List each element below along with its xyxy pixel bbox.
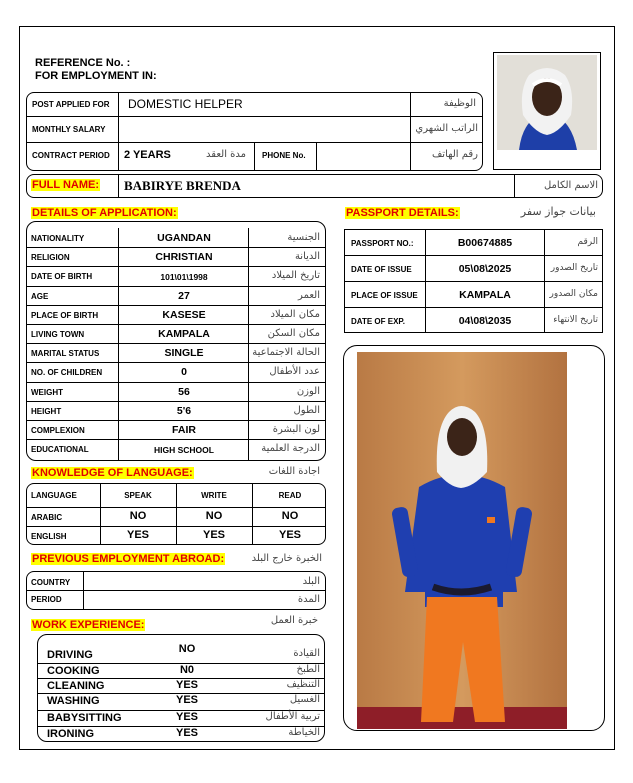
application-row-value: HIGH SCHOOL	[154, 445, 214, 456]
experience-row-ar: تربية الأطفال	[265, 711, 320, 722]
application-title: DETAILS OF APPLICATION:	[32, 207, 177, 219]
monthly-salary-label: MONTHLY SALARY	[32, 125, 106, 134]
language-title: KNOWLEDGE OF LANGUAGE:	[32, 467, 193, 479]
divider	[544, 229, 545, 333]
application-row-ar: عدد الأطفال	[269, 366, 320, 378]
application-row-label: HEIGHT	[31, 406, 62, 416]
language-header: SPEAK	[124, 491, 152, 500]
phone-label: PHONE No.	[262, 151, 306, 160]
divider	[100, 483, 101, 545]
passport-row-label: DATE OF ISSUE	[351, 265, 412, 274]
divider	[254, 142, 255, 171]
application-row-value: 56	[178, 385, 190, 398]
language-header: READ	[278, 491, 302, 500]
experience-row-label: DRIVING	[47, 649, 93, 661]
application-row-label: RELIGION	[31, 253, 70, 263]
row-divider	[26, 343, 326, 344]
passport-row-ar: تاريخ الانتهاء	[553, 315, 598, 325]
experience-row-value: N0	[179, 664, 195, 676]
passport-row-label: PASSPORT NO.:	[351, 239, 414, 248]
row-divider	[344, 307, 603, 308]
row-divider	[26, 439, 326, 440]
post-applied-ar: الوظيفة	[443, 98, 476, 109]
full-name-ar: الاسم الكامل	[543, 180, 598, 191]
application-row-ar: الوزن	[296, 385, 320, 397]
language-level: YES	[278, 529, 301, 541]
application-row-ar: لون البشرة	[272, 424, 320, 435]
passport-photo	[497, 55, 597, 150]
passport-row-ar: مكان الصدور	[549, 289, 598, 299]
passport-row-value: B00674885	[457, 237, 513, 249]
application-row-ar: العمر	[298, 289, 320, 301]
application-row-label: LIVING TOWN	[31, 330, 85, 339]
full-name-value: BABIRYE BRENDA	[124, 178, 241, 193]
experience-row-label: COOKING	[47, 665, 100, 677]
application-row-label: MARITAL STATUS	[31, 349, 100, 359]
contract-period-label: CONTRACT PERIOD	[32, 151, 110, 160]
divider	[248, 228, 249, 461]
language-name: ENGLISH	[31, 532, 67, 541]
contract-period-value: 2 YEARS	[124, 149, 171, 161]
row-divider	[26, 382, 326, 383]
experience-row-value: YES	[175, 694, 198, 706]
divider	[83, 571, 84, 610]
monthly-salary-ar: الراتب الشهري	[415, 123, 478, 134]
row-divider	[26, 420, 326, 421]
application-row-value: 5'6	[176, 404, 192, 417]
passport-row-ar: تاريخ الصدور	[550, 263, 598, 273]
experience-title-ar: خبرة العمل	[270, 615, 318, 626]
application-row-value: 27	[178, 289, 190, 302]
experience-row-label: BABYSITTING	[47, 712, 122, 724]
phone-ar: رقم الهاتف	[431, 149, 478, 160]
application-row-value: FAIR	[172, 424, 196, 436]
application-row-value: CHRISTIAN	[155, 251, 213, 264]
language-level: NO	[281, 510, 299, 522]
application-row-label: EDUCATIONAL	[31, 445, 89, 455]
language-level: NO	[129, 510, 147, 522]
application-row-label: AGE	[31, 291, 49, 301]
divider	[118, 92, 119, 171]
application-row-ar: تاريخ الميلاد	[271, 270, 320, 282]
application-row-label: WEIGHT	[31, 387, 63, 397]
passport-row-ar: الرقم	[577, 237, 598, 247]
passport-row-value: KAMPALA	[459, 289, 511, 301]
period-label: PERIOD	[31, 595, 62, 604]
application-row-ar: الديانة	[294, 251, 320, 263]
divider	[26, 116, 483, 117]
language-level: YES	[202, 529, 225, 541]
experience-row-label: CLEANING	[47, 680, 105, 692]
language-name: ARABIC	[31, 513, 63, 522]
language-header: LANGUAGE	[31, 491, 77, 500]
application-row-value: UGANDAN	[157, 232, 211, 244]
application-row-value: 101\01\1998	[160, 272, 208, 283]
row-divider	[26, 362, 326, 363]
application-row-label: NATIONALITY	[31, 234, 85, 243]
language-header: WRITE	[201, 491, 227, 500]
passport-row-label: PLACE OF ISSUE	[351, 291, 418, 300]
experience-row-ar: الطبخ	[296, 664, 320, 675]
reference-label: REFERENCE No. :	[35, 57, 131, 69]
application-row-ar: مكان الميلاد	[270, 308, 320, 320]
experience-row-ar: الغسيل	[289, 694, 320, 705]
language-level: YES	[126, 529, 149, 541]
row-divider	[26, 266, 326, 267]
full-name-label: FULL NAME:	[32, 179, 100, 191]
post-applied-label: POST APPLIED FOR	[32, 100, 110, 109]
row-divider	[26, 305, 326, 306]
divider	[252, 483, 253, 545]
divider	[118, 174, 119, 198]
row-divider	[344, 281, 603, 282]
post-applied-value: DOMESTIC HELPER	[128, 97, 243, 111]
passport-row-value: 04\08\2035	[458, 315, 512, 327]
experience-row-value: YES	[175, 711, 198, 723]
divider	[514, 174, 515, 198]
employment-label: FOR EMPLOYMENT IN:	[35, 70, 157, 82]
application-row-label: NO. OF CHILDREN	[31, 368, 103, 378]
application-row-ar: الطول	[293, 404, 320, 416]
row-divider	[26, 247, 326, 248]
language-title-ar: اجادة اللغات	[268, 466, 320, 477]
passport-row-value: 05\08\2025	[458, 263, 512, 275]
experience-row-label: WASHING	[47, 695, 100, 707]
experience-row-ar: القيادة	[293, 648, 320, 659]
experience-row-ar: التنظيف	[286, 679, 320, 690]
experience-row-value: NO	[178, 643, 196, 655]
row-divider	[26, 324, 326, 325]
application-row-value: SINGLE	[164, 347, 204, 360]
row-divider	[26, 401, 326, 402]
row-divider	[344, 255, 603, 256]
previous-title-ar: الخبرة خارج البلد	[251, 553, 322, 564]
row-divider	[26, 286, 326, 287]
full-body-photo	[357, 352, 567, 729]
application-row-ar: الجنسية	[287, 232, 320, 243]
divider	[316, 142, 317, 171]
divider	[176, 483, 177, 545]
divider	[410, 92, 411, 171]
country-ar: البلد	[302, 576, 320, 587]
application-row-label: DATE OF BIRTH	[31, 272, 93, 282]
application-row-value: KASESE	[162, 308, 206, 321]
application-row-label: COMPLEXION	[31, 426, 85, 435]
contract-period-ar: مدة العقد	[206, 149, 246, 160]
experience-row-value: YES	[175, 727, 198, 739]
period-ar: المدة	[297, 594, 320, 605]
previous-title: PREVIOUS EMPLOYMENT ABROAD:	[32, 553, 225, 565]
application-row-ar: الحالة الاجتماعية	[252, 347, 320, 359]
passport-title: PASSPORT DETAILS:	[346, 207, 459, 219]
divider	[425, 229, 426, 333]
experience-row-ar: الخياطة	[288, 727, 320, 738]
experience-row-value: YES	[175, 679, 198, 691]
language-level: NO	[205, 510, 223, 522]
experience-row-label: IRONING	[47, 728, 95, 740]
application-row-ar: مكان السكن	[267, 328, 320, 339]
passport-row-label: DATE OF EXP.	[351, 317, 405, 326]
passport-title-ar: بيانات جواز سفر	[520, 205, 596, 218]
experience-title: WORK EXPERIENCE:	[32, 619, 145, 631]
application-row-value: KAMPALA	[158, 328, 210, 340]
application-row-value: 0	[181, 366, 187, 379]
country-label: COUNTRY	[31, 578, 71, 587]
divider	[26, 590, 326, 591]
application-row-label: PLACE OF BIRTH	[31, 310, 99, 320]
divider	[118, 228, 119, 461]
application-row-ar: الدرجة العلمية	[261, 443, 320, 455]
